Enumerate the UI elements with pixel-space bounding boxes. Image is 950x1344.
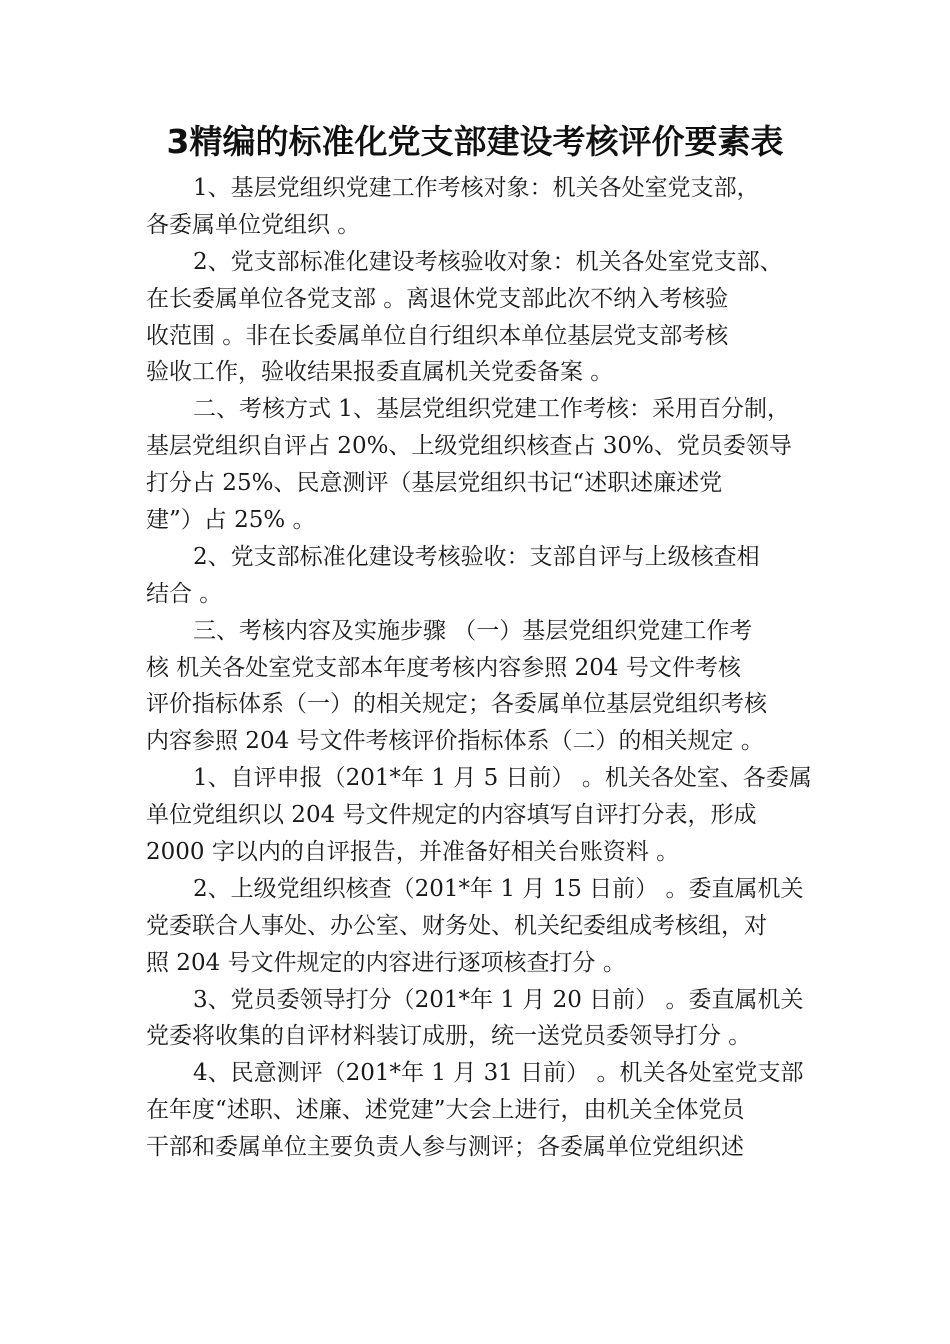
text-line: 内容参照 204 号文件考核评价指标体系（二）的相关规定 。: [146, 728, 764, 755]
text-line: 党委将收集的自评材料装订成册，统一送党员委领导打分 。: [146, 1023, 752, 1050]
text-line: 核 机关各处室党支部本年度考核内容参照 204 号文件考核: [146, 654, 741, 681]
text-line: 各委属单位党组织 。: [146, 211, 361, 238]
document-body: [146, 170, 818, 1166]
text-line: 在长委属单位各党支部 。离退休党支部此次不纳入考核验: [146, 285, 729, 312]
text-line: 评价指标体系（一）的相关规定；各委属单位基层党组织考核: [146, 691, 767, 718]
paragraph-7: [146, 871, 818, 982]
document-title: 3精编的标准化党支部建设考核评价要素表: [166, 122, 784, 161]
text-line: 党委联合人事处、办公室、财务处、机关纪委组成考核组，对: [146, 912, 767, 939]
text-line: 结合 。: [146, 580, 223, 607]
paragraph-6: [146, 760, 818, 871]
text-line: 3、党员委领导打分（201*年 1 月 20 日前） 。委直属机关: [193, 986, 804, 1013]
text-line: 在年度“述职、述廉、述党建”大会上进行，由机关全体党员: [146, 1097, 745, 1124]
text-line: 1、基层党组织党建工作考核对象：机关各处室党支部，: [193, 175, 760, 201]
text-line: 收范围 。非在长委属单位自行组织本单位基层党支部考核: [146, 322, 729, 349]
text-line: 三、考核内容及实施步骤 （一）基层党组织党建工作考: [193, 617, 753, 644]
text-line: 1、自评申报（201*年 1 月 5 日前） 。机关各处室、各委属: [193, 765, 812, 792]
text-line: 2000 字以内的自评报告，并准备好相关台账资料 。: [146, 839, 680, 866]
paragraph-5: [146, 613, 818, 761]
text-line: 基层党组织自评占 20%、上级党组织核查占 30%、党员委领导: [146, 433, 792, 460]
text-line: 2、党支部标准化建设考核验收对象：机关各处室党支部、: [193, 248, 783, 275]
text-line: 二、考核方式 1、基层党组织党建工作考核：采用百分制，: [193, 396, 790, 423]
text-line: 验收工作，验收结果报委直属机关党委备案 。: [146, 359, 614, 386]
paragraph-4: [146, 539, 818, 613]
text-line: 建”）占 25% 。: [146, 507, 316, 534]
paragraph-9: [146, 1055, 818, 1166]
text-line: 2、党支部标准化建设考核验收：支部自评与上级核查相: [193, 543, 760, 570]
paragraph-8: [146, 982, 818, 1056]
text-line: 单位党组织以 204 号文件规定的内容填写自评打分表，形成: [146, 802, 757, 829]
text-line: 照 204 号文件规定的内容进行逐项核查打分 。: [146, 949, 626, 976]
paragraph-3: [146, 391, 818, 539]
text-line: 2、上级党组织核查（201*年 1 月 15 日前） 。委直属机关: [193, 875, 804, 902]
text-line: 干部和委属单位主要负责人参与测评；各委属单位党组织述: [146, 1134, 744, 1161]
text-line: 打分占 25%、民意测评（基层党组织书记“述职述廉述党: [146, 470, 723, 497]
paragraph-1: [146, 170, 818, 244]
paragraph-2: [146, 244, 818, 392]
text-line: 4、民意测评（201*年 1 月 31 日前） 。机关各处室党支部: [193, 1060, 804, 1087]
